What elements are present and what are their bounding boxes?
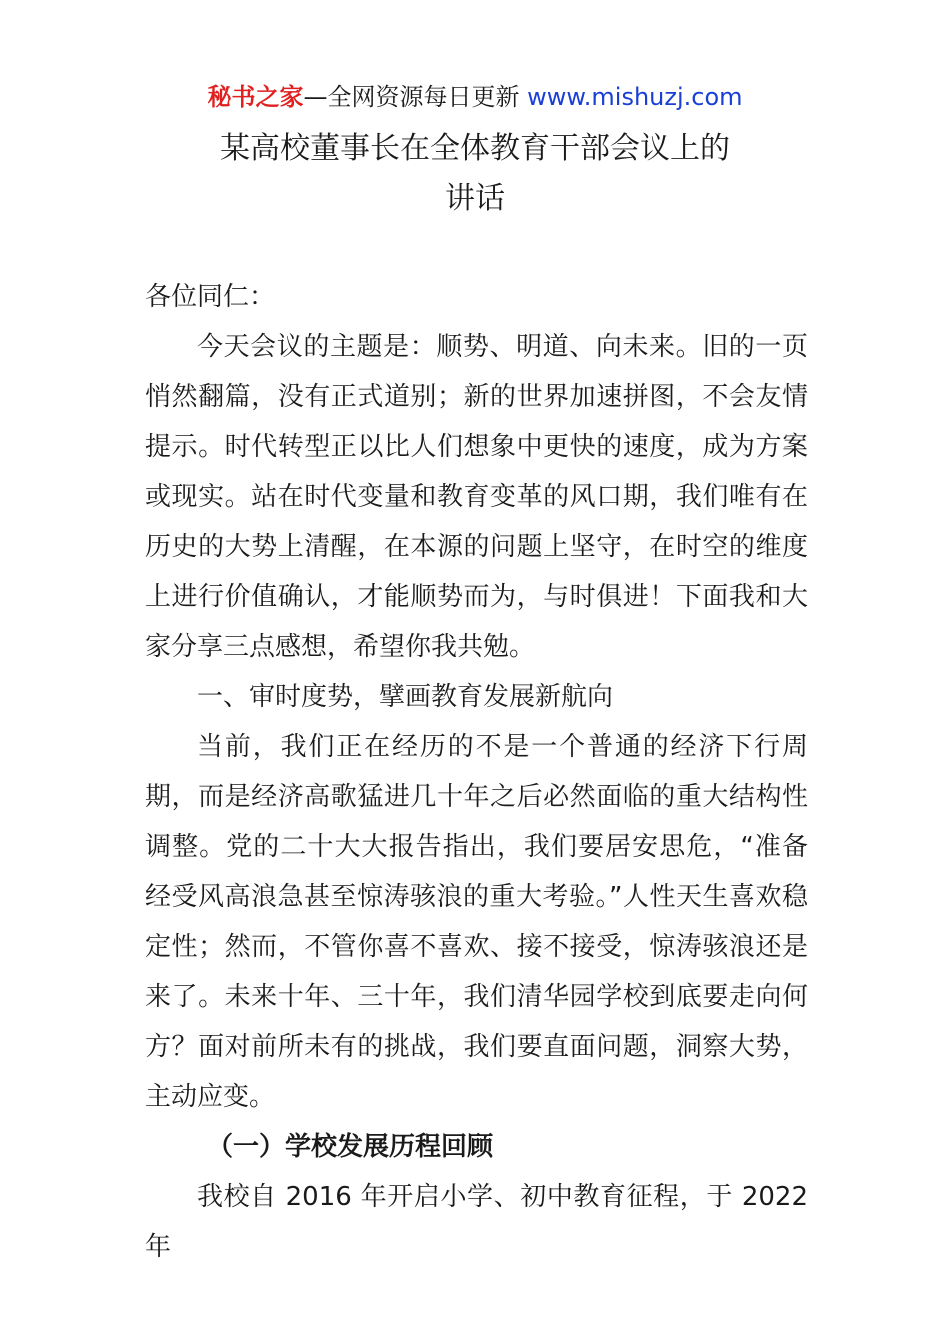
site-tagline: —全网资源每日更新 bbox=[303, 83, 528, 111]
title-line-1: 某高校董事长在全体教育干部会议上的 bbox=[220, 131, 730, 166]
site-header bbox=[0, 80, 950, 114]
site-brand: 秘书之家 bbox=[207, 83, 304, 111]
paragraph-1: 今天会议的主题是：顺势、明道、向未来。旧的一页悄然翻篇，没有正式道别；新的世界加速拼图，不会友情提示。时代转型正以比人们想象中更快的速度，成为方案或现实。站在时代变量和教育变革的风口期，我们唯有在历史的大势上清醒，在本源的问题上坚守，在时空的维度上进行价值确认，才能顺势而为，与时俱进！下面我和大家分享三点感想，希望你我共勉。 bbox=[145, 332, 808, 662]
title-line-2: 讲话 bbox=[445, 181, 505, 216]
document-title bbox=[0, 124, 950, 224]
paragraph-2: 当前，我们正在经历的不是一个普通的经济下行周期，而是经济高歌猛进几十年之后必然面临的重大结构性调整。党的二十大大报告指出，我们要居安思危，“准备经受风高浪急甚至惊涛骇浪的重大考验。”人性天生喜欢稳定性；然而，不管你喜不喜欢、接不接受，惊涛骇浪还是来了。未来十年、三十年，我们清华园学校到底要走向何方？面对前所未有的挑战，我们要直面问题，洞察大势，主动应变。 bbox=[145, 732, 808, 1112]
salutation: 各位同仁： bbox=[145, 282, 276, 312]
site-url: www.mishuzj.com bbox=[527, 83, 743, 111]
section-heading-1: 一、审时度势，擘画教育发展新航向 bbox=[197, 682, 614, 712]
paragraph-3: 我校自 2016 年开启小学、初中教育征程，于 2022 年 bbox=[145, 1182, 808, 1262]
document-body bbox=[145, 272, 808, 1272]
subsection-heading-1: （一）学校发展历程回顾 bbox=[207, 1132, 494, 1162]
